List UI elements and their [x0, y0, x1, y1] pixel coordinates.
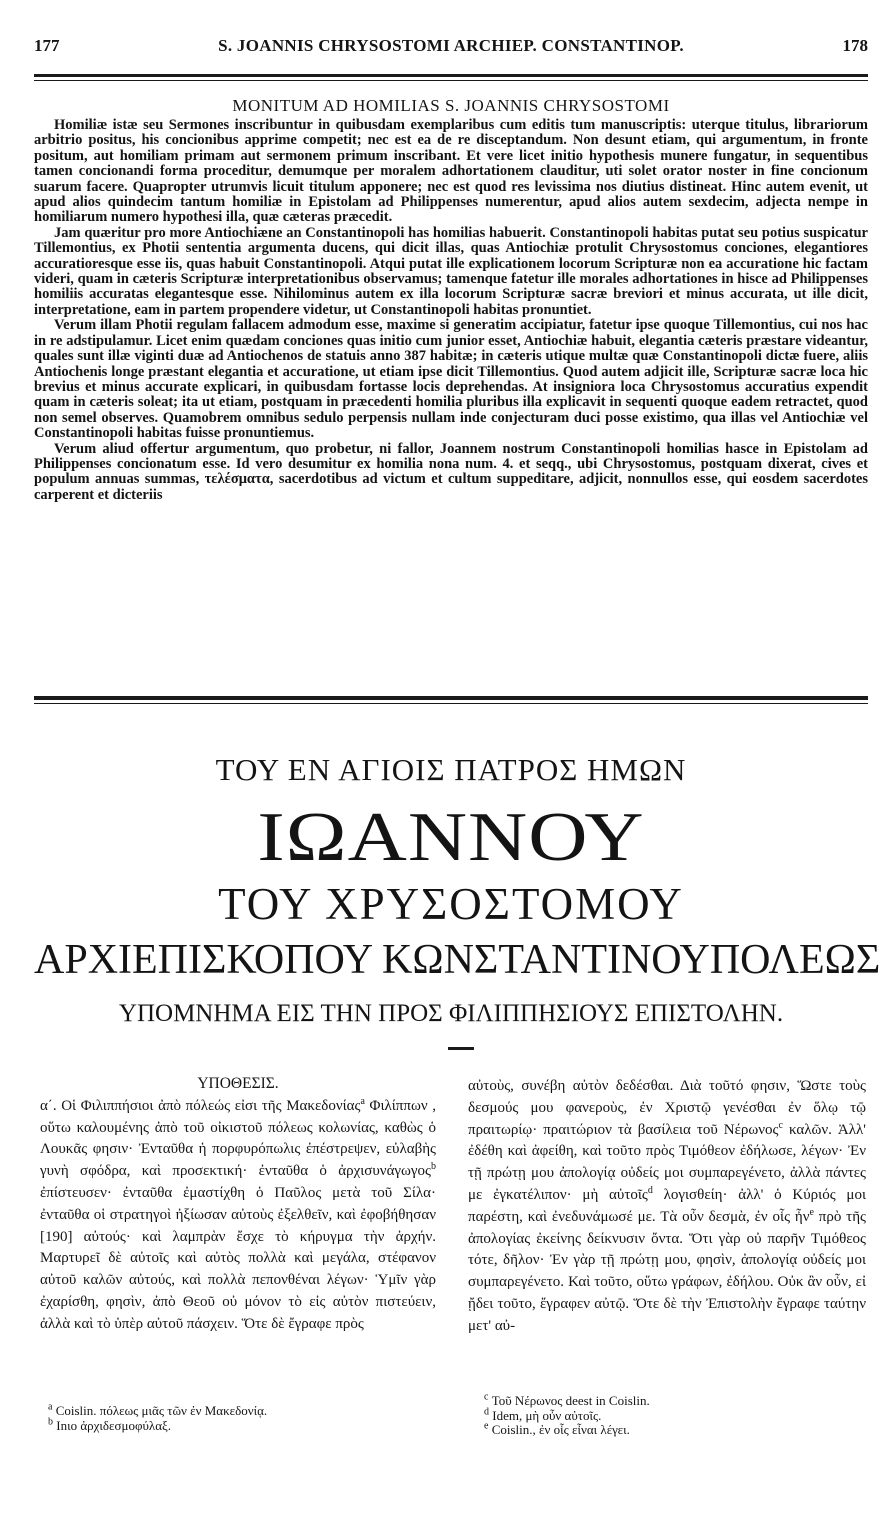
footnote	[484, 1391, 864, 1409]
running-title: S. JOANNIS CHRYSOSTOMI ARCHIEP. CONSTANTINOP.	[218, 36, 684, 55]
monitum-paragraph: Verum aliud offertur argumentum, quo probetur, ni fallor, Joannem nostrum Constantinopoli homilias hasce in Epistolam ad Philippenses concionatum esse. Id vero desumitur ex homilia nona num. 4. et seqq., ubi Chrysostomus, postquam dixerat, cives et populum annuas summas, τελέσματα, sacerdotibus ad victum et cultum suppeditare, adjicit, nonnullos esse, qui eosdem sacerdotes carperent et dicteriis	[34, 440, 868, 503]
hypothesis-right-column	[468, 1076, 866, 1338]
text-run: Φιλίππων , οὕτω καλουμένης ἀπὸ τοῦ οἰκιστοῦ πόλεως κολωνίας, καθὼς ὁ Λουκᾶς φησιν· Ἐνταῦθα ἡ πορφυρόπωλις ἐπέστρεψεν, εὐλαβὴς γυνὴ σφόδρα, καὶ προσεκτική· ἐνταῦθα ὁ ἀρχισυνάγωγος	[40, 1097, 436, 1180]
greek-title-line-4: ΑΡΧΙΕΠΙΣΚΟΠΟΥ ΚΩΝΣΤΑΝΤΙΝΟΥΠΟΛΕΩΣ	[34, 937, 881, 983]
footnote-text: Coislin. πόλεως μιᾶς τῶν ἐν Μακεδονίᾳ.	[52, 1403, 268, 1418]
footnote-text: Ιnιο ἀρχιδεσμοφύλαξ.	[53, 1417, 172, 1433]
greek-title-line-1: ΤΟΥ ΕΝ ΑΓΙΟΙΣ ΠΑΤΡΟΣ ΗΜΩΝ	[215, 752, 687, 787]
header-rule-thin	[34, 80, 868, 81]
hypothesis-heading: ΥΠΟΘΕΣΙΣ.	[197, 1075, 279, 1092]
monitum-paragraph: Homiliæ istæ seu Sermones inscribuntur in quibusdam exemplaribus cum editis tum manuscriptis: uterque titulus, librariorum arbitrio positus, his concionibus apprime competit; nec est ea de re disceptandum. Non desunt etiam, qui argumentum, in fronte positum, aut homiliam primam aut sermonem primum inscribant. Et vere licet initio hypothesis munere fungatur, in sequentibus tamen concionandi forma proceditur, demumque per moralem adhortationem clauditur, uti solet orator noster in fine concionum suarum facere. Quapropter utrumvis licuit titulum apponere; nec est quod res levissima nos diutius distineat. Hinc autem evenit, ut apud alios quindecim tantum homiliæ in Epistolam ad Philippenses numerentur, apud alios autem sexdecim, adjecta nempe in homiliarum numero hypothesi illa, quæ cæteras præcedit.	[34, 117, 868, 226]
right-page-number: 178	[842, 36, 868, 55]
footnote-text: Idem, μὴ οὖν αὐτοῖς.	[489, 1407, 602, 1423]
hypothesis-paragraph	[468, 1076, 866, 1338]
text-run: α΄. Οἱ Φιλιππήσιοι ἀπὸ πόλεώς εἰσι τῆς Μακεδονίας	[40, 1097, 361, 1114]
monitum-paragraph: Verum illam Photii regulam fallacem admodum esse, maxime si generatim accipiatur, fatetur ipse quoque Tillemontius, cui nos hac in re adstipulamur. Licet enim quædam conciones quas initio cum junior esset, Antiochiæ habuit, elegantia cæteris præstare videantur, quales sunt illæ viginti duæ ad Antiochenos de statuis anno 387 habitæ; in cæteris utique multæ quæ Constantinopoli dictæ fuere, aliis Antiochenis longe præstant elegantia et accuratione, ut etiam ipse dicit Tillemontius. Quod autem adjicit ille, Scripturæ sacræ loca hic brevius et minus accurate explicari, in quibusdam fortasse locis deprehendas. At insigniora loca Chrysostomus accuratius expendit quam in cæteris soleat; ita ut etiam, postquam in præcedenti homilia pluribus illa explicavit in sequenti quoque eadem retractet, quod non semel observes. Quamobrem omnibus sedulo perpensis nullam inde conjecturam duci posse existimo, qua illas vel Antiochiæ vel Constantinopoli habitas fuisse pronuntiemus.	[34, 317, 868, 442]
footnote-mark: d	[647, 1184, 653, 1196]
header-rule-thick	[34, 74, 868, 77]
running-head	[34, 36, 868, 60]
footnote	[484, 1406, 864, 1424]
text-run: καλῶν. Ἀλλ' ἐδέθη καὶ ἀφείθη, καὶ τοῦτο πρὸς Τιμόθεον ἐδήλωσε, λέγων· Ἐν τῇ πρώτῃ μου ἀπολογίᾳ οὐδείς μοι συμπαρεγένετο, ἀλλὰ πάντες με ἐγκατέλιπον· μὴ αὐτοῖς	[468, 1121, 866, 1203]
text-run: ἐπίστευσεν· ἐνταῦθα ἐμαστίχθη ὁ Παῦλος μετὰ τοῦ Σίλα· ἐνταῦθα οἱ στρατηγοὶ ἠξίωσαν αὐτοὺς ἐξελθεῖν, καὶ ἐφοβήθησαν [190] αὐτούς· καὶ λαμπρὰν ἔσχε τὸ κήρυγμα τὴν ἀρχήν. Μαρτυρεῖ δὲ αὐτοῖς καὶ αὐτὸς πολλὰ καὶ μεγάλα, στέφανον αὐτοῦ καλῶν αὐτούς, καὶ πολλὰ πεπονθέναι λέγων· Ὑμῖν γὰρ ἐχαρίσθη, φησὶν, ἀπὸ Θεοῦ οὐ μόνον τὸ εἰς αὐτὸν πιστεύειν, ἀλλὰ καὶ τὸ ὑπὲρ αὐτοῦ πάσχειν. Ὅτε δὲ ἔγραφε πρὸς	[40, 1184, 436, 1332]
footnote-text: Coislin., ἐν οἷς εἶναι λέγει.	[488, 1422, 630, 1437]
footnote-mark: a	[360, 1095, 365, 1107]
greek-title-line-2: ΙΩΑΝΝΟΥ	[257, 797, 645, 876]
hypothesis-paragraph	[40, 1096, 436, 1336]
footnote	[48, 1416, 428, 1434]
footnote-text: Τοῦ Νέρωνος deest in Coislin.	[488, 1393, 650, 1408]
text-run: λογισθείη· ἀλλ' ὁ Κύριός μοι παρέστη, καὶ ἐνεδυνάμωσέ με. Τὰ οὖν δεσμὰ, ἐν οἷς ἦν	[468, 1186, 866, 1225]
section-rule-thin	[34, 703, 868, 704]
left-page-number: 177	[34, 36, 60, 55]
footnote-mark: c	[484, 1391, 489, 1403]
section-rule-thick	[34, 696, 868, 700]
greek-title-line-5: ΥΠΟΜΝΗΜΑ ΕΙΣ ΤΗΝ ΠΡΟΣ ΦΙΛΙΠΠΗΣΙΟΥΣ ΕΠΙΣΤΟΛΗΝ.	[118, 1000, 784, 1027]
footnote	[484, 1420, 864, 1438]
footnote-mark: a	[48, 1401, 53, 1413]
monitum-paragraph: Jam quæritur pro more Antiochiæne an Constantinopoli has homilias habuerit. Constantinopoli habitas putat seu potius suspicatur Tillemontius, ex Photii sententia argumenta ducens, qui dicit illas, quas Antiochiæ protulit Chrysostomus conciones, elegantiores accuratioresque esse iis, quas habuit Constantinopoli. Atqui putat ille explicationem locorum Scripturæ non ea accuratione hic factam videri, quam in cæteris Scripturæ interpretationibus observamus; tamenque fatetur ille morales adhortationes in hisce ad Philippenses homiliis accuratas elegantesque esse. Nihilominus autem ex illa locorum Scripturæ sacræ breviori et minus accurata, ut ille dicit, interpretatione, eam in partem propendere videtur, ut Constantinopoli habitas pronuntiet.	[34, 224, 868, 318]
hypothesis-left-column	[40, 1070, 436, 1336]
text-run: πρὸ τῆς ἀπολογίας ἐκείνης δείκνυσιν ὄντα. Ὅτι γὰρ οὐ παρῆν Τιμόθεος τότε, δῆλον· Ἐν γὰρ τῇ πρώτῃ μου, φησὶν, ἀπολογίᾳ οὐδείς μοι συμπαρεγένετο. Καὶ τοῦτο, οὕτω γράφων, ἐδήλου. Οὐκ ἂν οὖν, εἰ ᾔδει τοῦτο, ἔγραφεν αὐτῷ. Ὅτε δὲ τὴν Ἐπιστολὴν ἔγραφε ταύτην μετ' αὐ-	[468, 1208, 866, 1334]
footnote-mark: c	[778, 1119, 783, 1131]
greek-title-line-3: ΤΟΥ ΧΡΥΣΟΣΤΟΜΟΥ	[218, 879, 684, 929]
footnote-mark: d	[484, 1406, 489, 1418]
footnote-mark: b	[431, 1161, 436, 1173]
footnote-mark: b	[48, 1416, 53, 1428]
footnote-mark: e	[484, 1420, 489, 1432]
footnote	[48, 1401, 428, 1419]
footnotes-right	[484, 1391, 864, 1438]
footnote-mark: e	[809, 1206, 814, 1218]
title-dash	[448, 1047, 474, 1050]
monitum-body	[34, 118, 868, 503]
monitum-title: MONITUM AD HOMILIAS S. JOANNIS CHRYSOSTOMI	[232, 96, 670, 115]
footnotes-left	[48, 1401, 428, 1433]
text-run: αὐτοὺς, συνέβη αὐτὸν δεδέσθαι. Διὰ τοῦτό φησιν, Ὥστε τοὺς δεσμούς μου φανεροὺς, ἐν Χριστῷ γενέσθαι ἐν ὅλῳ τῷ πραιτωρίῳ· πραιτώριον τὰ βασίλεια τοῦ Νέρωνος	[468, 1078, 866, 1138]
